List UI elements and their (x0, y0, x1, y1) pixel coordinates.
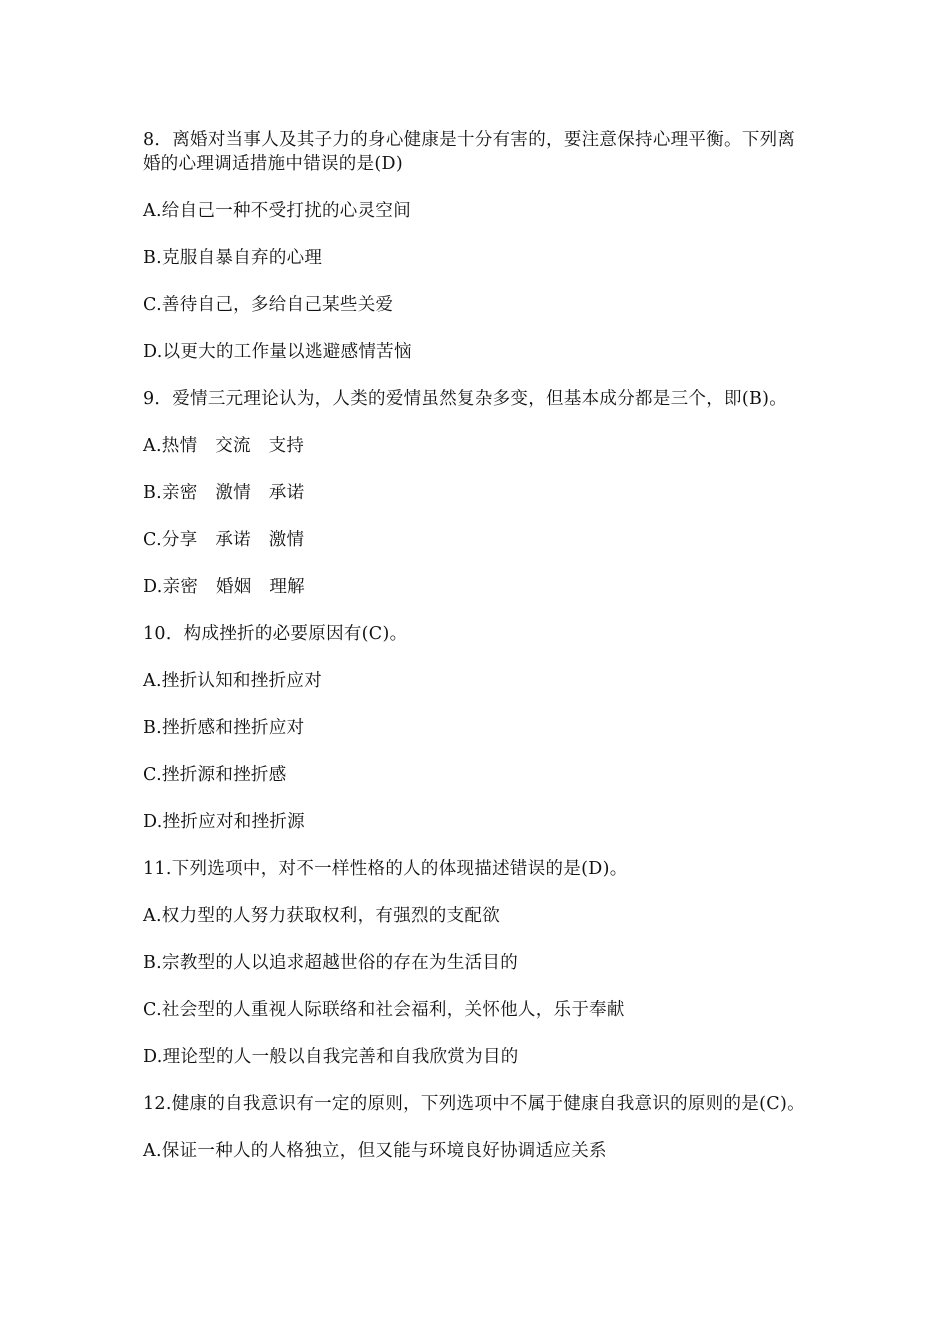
question-block (143, 622, 808, 834)
answer-option: B.宗教型的人以追求超越世俗的存在为生活目的 (143, 953, 519, 973)
answer-option: B.挫折感和挫折应对 (143, 718, 305, 738)
answer-option: D.理论型的人一般以自我完善和自我欣赏为目的 (143, 1047, 519, 1067)
question-block (143, 857, 808, 1069)
answer-option: B.亲密 激情 承诺 (143, 483, 305, 503)
answer-option: C.挫折源和挫折感 (143, 765, 287, 785)
answer-option: A.挫折认知和挫折应对 (143, 671, 322, 691)
answer-option: A.保证一种人的人格独立，但又能与环境良好协调适应关系 (143, 1141, 607, 1161)
question-block (143, 1092, 808, 1163)
answer-option: A.给自己一种不受打扰的心灵空间 (143, 201, 411, 221)
answer-option: C.社会型的人重视人际联络和社会福利，关怀他人，乐于奉献 (143, 1000, 625, 1020)
answer-option: C.分享 承诺 激情 (143, 530, 305, 550)
question-stem: 12.健康的自我意识有一定的原则，下列选项中不属于健康自我意识的原则的是(C)。 (143, 1094, 805, 1114)
question-block (143, 387, 808, 599)
answer-option: B.克服自暴自弃的心理 (143, 248, 323, 268)
answer-option: C.善待自己，多给自己某些关爱 (143, 295, 394, 315)
answer-option: D.以更大的工作量以逃避感情苦恼 (143, 342, 412, 362)
question-stem: 10．构成挫折的必要原因有(C)。 (143, 624, 408, 644)
answer-option: D.亲密 婚姻 理解 (143, 577, 305, 597)
question-stem: 9．爱情三元理论认为，人类的爱情虽然复杂多变，但基本成分都是三个，即(B)。 (143, 389, 788, 409)
answer-option: A.热情 交流 支持 (143, 436, 305, 456)
answer-option: D.挫折应对和挫折源 (143, 812, 305, 832)
question-block (143, 128, 808, 364)
document-page (143, 128, 808, 1186)
question-stem: 8．离婚对当事人及其子力的身心健康是十分有害的，要注意保持心理平衡。下列离婚的心理调适措施中错误的是(D) (143, 130, 796, 174)
answer-option: A.权力型的人努力获取权利，有强烈的支配欲 (143, 906, 500, 926)
question-stem: 11.下列选项中，对不一样性格的人的体现描述错误的是(D)。 (143, 859, 628, 879)
